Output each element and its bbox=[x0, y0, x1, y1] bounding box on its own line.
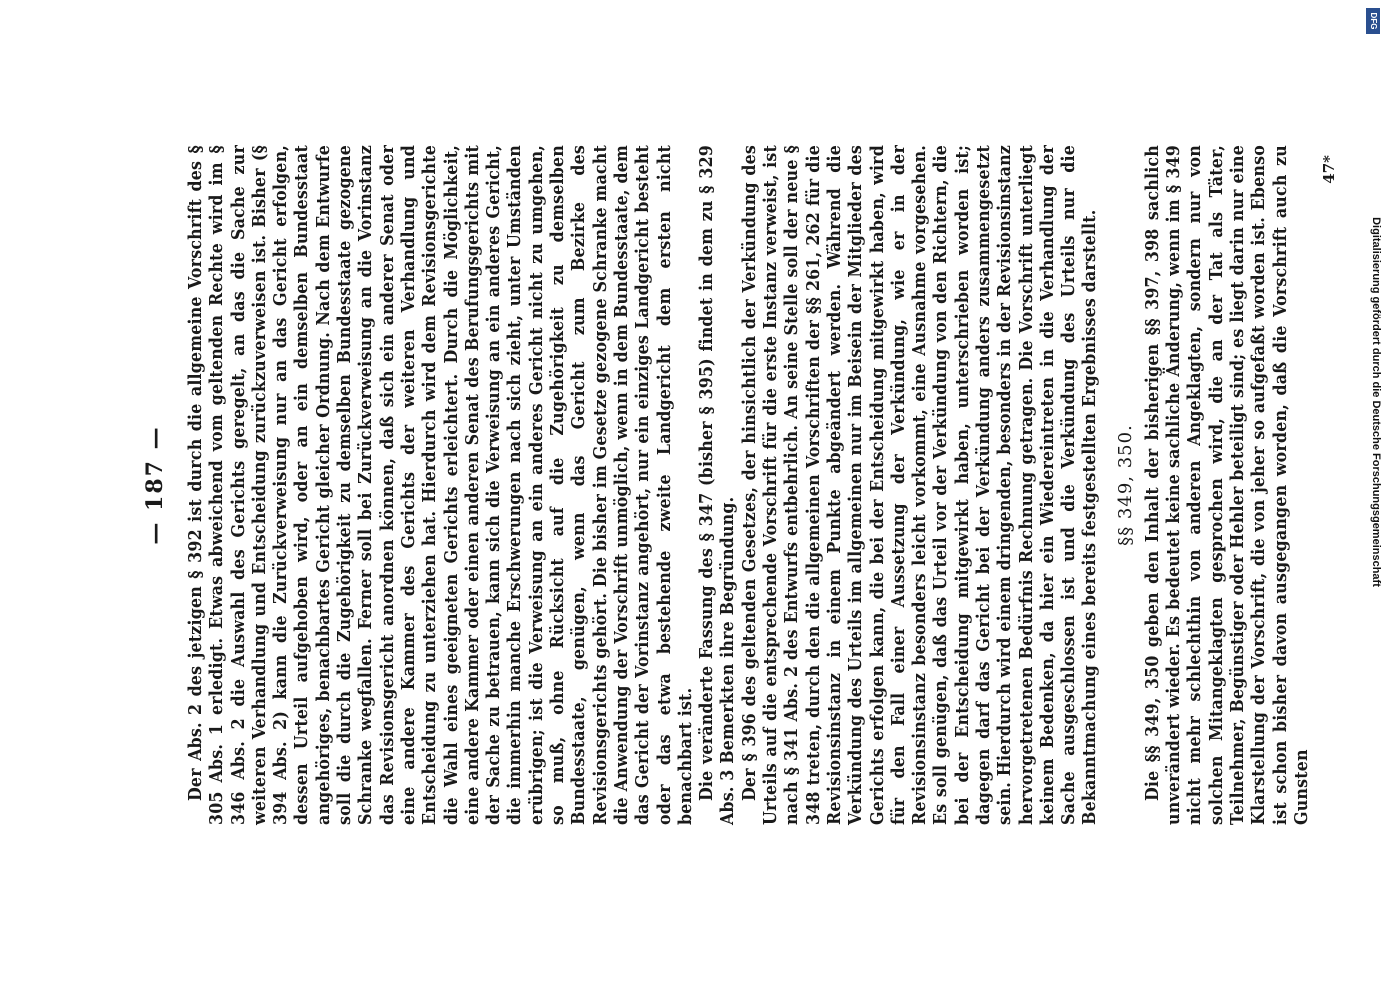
rotated-page-content bbox=[135, 145, 1339, 825]
dfg-logo-text: DFG bbox=[1369, 12, 1378, 30]
page-header: — 187 — bbox=[142, 425, 168, 545]
paragraph-2: Die veränderte Fassung des § 347 (bisher § 395) findet in dem zu § 329 Abs. 3 Bemerkten ihre Begründung. bbox=[696, 145, 739, 825]
paragraph-1: Der Abs. 2 des jetzigen § 392 ist durch die allgemeine Vorschrift des § 305 Abs. 1 erledigt. Etwas abweichend vom geltenden Rechte wird im § 346 Abs. 2 die Auswahl des Gerichts geregelt, an das die Sache zur weiteren Verhandlung und Entscheidung zurückzuverweisen ist. Bisher (§ 394 Abs. 2) kann die Zurückverweisung nur an das Gericht erfolgen, dessen Urteil aufgehoben wird, oder an ein demselben Bundesstaat angehöriges, benachbartes Gericht gleicher Ordnung. Nach dem Entwurfe soll die durch die Zugehörigkeit zu demselben Bundesstaate gezogene Schranke wegfallen. Ferner soll bei Zurückverweisung an die Vorinstanz das Revisionsgericht anordnen können, daß sich ein anderer Senat oder eine andere Kammer des Gerichts der weiteren Verhandlung und Entscheidung zu unterziehen hat. Hierdurch wird dem Revisionsgerichte die Wahl eines geeigneten Gerichts erleichtert. Durch die Möglichkeit, eine andere Kammer oder einen anderen Senat des Berufungsgerichts mit der Sache zu betrauen, kann sich die Verweisung an ein anderes Gericht, die immerhin manche Erschwerungen nach sich zieht, unter Umständen erübrigen; ist die Verweisung an ein anderes Gericht nicht zu umgehen, so muß, ohne Rücksicht auf die Zugehörigkeit zu demselben Bundesstaate, genügen, wenn das Gericht zum Bezirke des Revisionsgerichts gehört. Die bisher im Gesetze gezogene Schranke macht die Anwendung der Vorschrift unmöglich, wenn in dem Bundesstaate, dem das Gericht der Vorinstanz angehört, nur ein einziges Landgericht besteht oder das etwa bestehende zweite Landgericht dem ersten nicht benachbart ist. bbox=[185, 145, 696, 825]
paragraph-3: Der § 396 des geltenden Gesetzes, der hinsichtlich der Verkündung des Urteils auf die entsprechende Vorschrift für die erste Instanz verweist, ist nach § 341 Abs. 2 des Entwurfs entbehrlich. An seine Stelle soll der neue § 348 treten, durch den die allgemeinen Vorschriften der §§ 261, 262 für die Revisionsinstanz in einem Punkte abgeändert werden. Während die Verkündung des Urteils im allgemeinen nur im Beisein der Mitglieder des Gerichts erfolgen kann, die bei der Entscheidung mitgewirkt haben, wird für den Fall einer Aussetzung der Verkündung, wie er in der Revisionsinstanz besonders leicht vorkommt, eine Ausnahme vorgesehen. Es soll genügen, daß das Urteil vor der Verkündung von den Richtern, die bei der Entscheidung mitgewirkt haben, unterschrieben worden ist; dagegen darf das Gericht bei der Verkündung anders zusammengesetzt sein. Hierdurch wird einem dringenden, besonders in der Revisionsinstanz hervorgetretenen Bedürfnis Rechnung getragen. Die Vorschrift unterliegt keinem Bedenken, da hier ein Wiedereintreten in die Verhandlung der Sache ausgeschlossen ist und die Verkündung des Urteils nur die Bekanntmachung eines bereits festgestellten Ergebnisses darstellt. bbox=[738, 145, 1101, 825]
digitization-credit-bar bbox=[1365, 10, 1383, 780]
section-heading: §§ 349, 350. bbox=[1114, 424, 1136, 546]
digitization-credit: Digitalisierung gefördert durch die Deutsche Forschungsgemeinschaft bbox=[1370, 217, 1382, 587]
section-paragraph: Die §§ 349, 350 geben den Inhalt der bisherigen §§ 397, 398 sachlich unverändert wieder. Es bedeutet keine sachliche Änderung, wenn im § 349 nicht mehr schlechthin von anderen Angeklagten, sondern nur von solchen Mitangeklagten gesprochen wird, die an der Tat als Täter, Teilnehmer, Begünstiger oder Hehler beteiligt sind; es liegt darin nur eine Klarstellung der Vorschrift, die von jeher so aufgefaßt worden ist. Ebenso ist schon bisher davon ausgegangen worden, daß die Vorschrift auch zu Gunsten bbox=[1141, 145, 1312, 825]
signature-mark: 47* bbox=[1320, 155, 1339, 184]
